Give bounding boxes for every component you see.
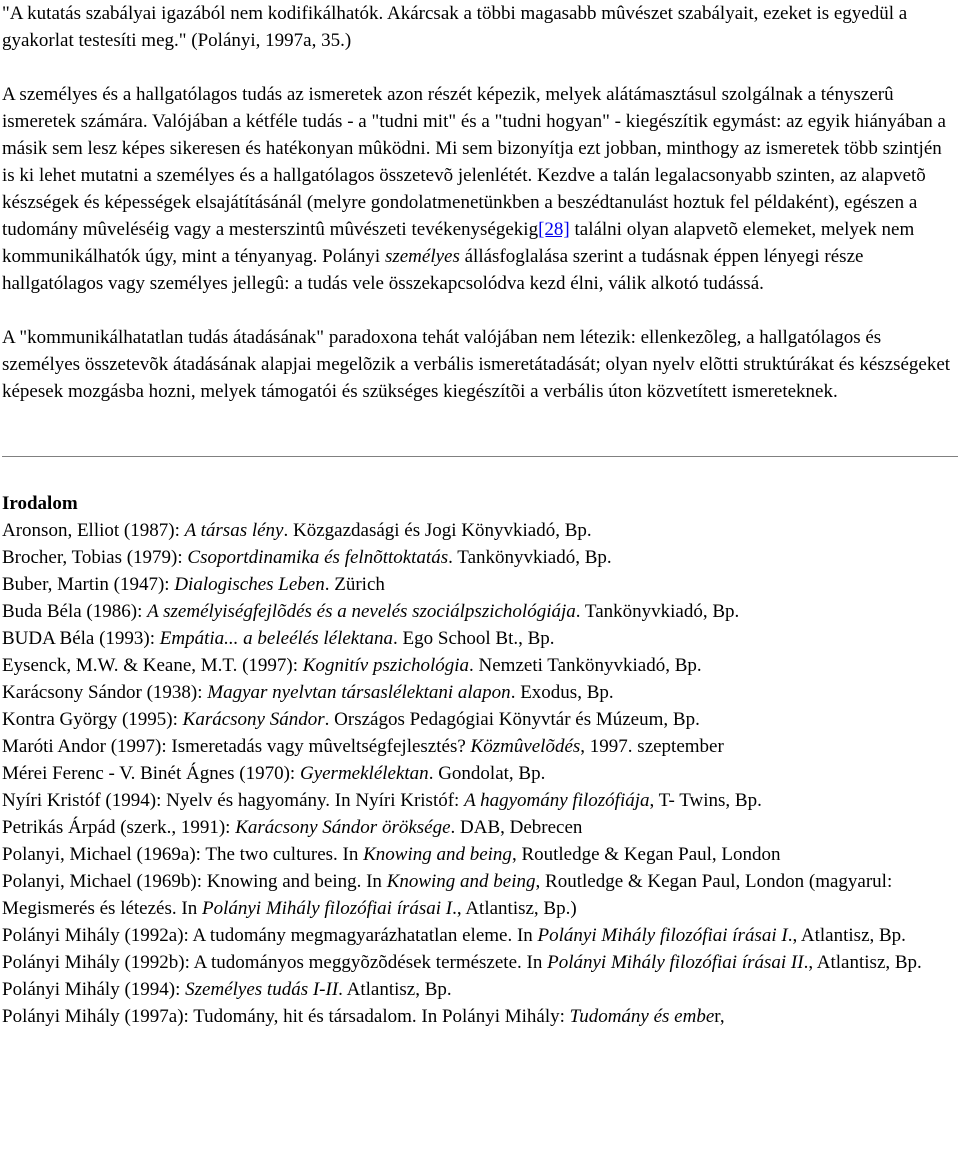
entry-text: . Zürich <box>324 574 385 595</box>
bibliography-entry <box>2 679 958 706</box>
entry-title: Polányi Mihály filozófiai írásai I <box>201 898 453 919</box>
entry-text: Maróti Andor (1997): Ismeretadás vagy mûveltségfejlesztés? <box>2 736 471 757</box>
entry-text: Eysenck, M.W. & Keane, M.T. (1997): <box>2 655 303 676</box>
entry-text: , Routledge & Kegan Paul, London (magyarul: Megismerés és létezés. In <box>2 871 893 919</box>
entry-text: Polányi Mihály (1994): <box>2 979 186 1000</box>
body-paragraph <box>2 81 958 297</box>
entry-text: . Exodus, Bp. <box>510 682 614 703</box>
entry-text: . Országos Pedagógiai Könyvtár és Múzeum, Bp. <box>324 709 700 730</box>
entry-title: Kognitív pszichológia <box>302 655 470 676</box>
entry-text: ., Atlantisz, Bp. <box>787 925 906 946</box>
entry-text: . Atlantisz, Bp. <box>338 979 452 1000</box>
entry-text: Brocher, Tobias (1979): <box>2 547 188 568</box>
bibliography-entry <box>2 706 958 733</box>
bibliography-entry <box>2 868 958 922</box>
entry-text: Petrikás Árpád (szerk., 1991): <box>2 817 236 838</box>
bibliography-entry <box>2 787 958 814</box>
bibliography-entry <box>2 1003 958 1030</box>
footnote-link[interactable]: [28] <box>538 219 570 240</box>
bibliography-entry <box>2 571 958 598</box>
bibliography-entry <box>2 517 958 544</box>
bibliography-entry <box>2 625 958 652</box>
bibliography-heading: Irodalom <box>2 493 78 514</box>
entry-title: Magyar nyelvtan társaslélektani alapon <box>207 682 511 703</box>
entry-text: Buda Béla (1986): <box>2 601 148 622</box>
entry-title: Empátia... a beleélés lélektana <box>159 628 394 649</box>
entry-text: , Routledge & Kegan Paul, London <box>511 844 781 865</box>
entry-text: Aronson, Elliot (1987): <box>2 520 185 541</box>
quote-paragraph: "A kutatás szabályai igazából nem kodifikálhatók. Akárcsak a többi magasabb mûvészet szabályait, ezeket is egyedül a gyakorlat testesíti meg." (Polányi, 1997a, 35.) <box>2 3 908 51</box>
entry-text: ., Atlantisz, Bp.) <box>452 898 577 919</box>
italic-term: személyes <box>384 246 460 267</box>
entry-text: Polanyi, Michael (1969b): Knowing and being. In <box>2 871 387 892</box>
paragraph-text: A személyes és a hallgatólagos tudás az ismeretek azon részét képezik, melyek alátámasztásul szolgálnak a tényszerû ismeretek számára. Valójában a kétféle tudás - a "tudni mit" és a "tudni hogyan" - kiegészítik egymást: az egyik hiányában a másik sem lesz képes sikeresen és hatékonyan mûködni. Mi sem bizonyítja ezt jobban, minthogy az ismeretek több szintjén is ki lehet mutatni a személyes és a hallgatólagos összetevõ jelenlétét. Kezdve a talán legalacsonyabb szinten, az alapvetõ készségek és képességek elsajátításánál (melyre gondolatmenetünkben a beszédtanulást hoztuk fel példaként), egészen a tudomány mûveléséig vagy a mesterszintû mûvészeti tevékenységekig <box>2 84 946 240</box>
entry-title: Személyes tudás I-II <box>185 979 339 1000</box>
entry-text: , 1997. szeptember <box>580 736 724 757</box>
bibliography-entry <box>2 922 958 949</box>
entry-text: Mérei Ferenc - V. Binét Ágnes (1970): <box>2 763 300 784</box>
bibliography-entry <box>2 598 958 625</box>
entry-text: Nyíri Kristóf (1994): Nyelv és hagyomány. In Nyíri Kristóf: <box>2 790 465 811</box>
entry-text: . Közgazdasági és Jogi Könyvkiadó, Bp. <box>283 520 592 541</box>
bibliography-entry <box>2 760 958 787</box>
entry-text: ., Atlantisz, Bp. <box>803 952 922 973</box>
bibliography-entry <box>2 841 958 868</box>
entry-title: A hagyomány filozófiája <box>464 790 650 811</box>
entry-text: . Tankönyvkiadó, Bp. <box>575 601 740 622</box>
paragraph-text: találni olyan alapvetõ elemeket, melyek nem kommunikálhatók úgy, mint a tényanyag. Polányi <box>2 219 915 267</box>
entry-title: A társas lény <box>184 520 284 541</box>
bibliography-entry <box>2 733 958 760</box>
horizontal-divider <box>2 456 958 457</box>
bibliography-entry <box>2 976 958 1003</box>
entry-text: Karácsony Sándor (1938): <box>2 682 208 703</box>
entry-text: , T- Twins, Bp. <box>649 790 762 811</box>
entry-text: . DAB, Debrecen <box>450 817 583 838</box>
entry-title: Gyermeklélektan <box>299 763 429 784</box>
entry-text: r, <box>714 1006 725 1027</box>
bibliography-entry <box>2 544 958 571</box>
entry-title: Dialogisches Leben <box>174 574 325 595</box>
entry-text: BUDA Béla (1993): <box>2 628 160 649</box>
entry-title: Karácsony Sándor <box>182 709 325 730</box>
entry-text: Buber, Martin (1947): <box>2 574 175 595</box>
bibliography-entry <box>2 652 958 679</box>
entry-title: Polányi Mihály filozófiai írásai II <box>547 952 804 973</box>
entry-text: Kontra György (1995): <box>2 709 183 730</box>
entry-text: Polányi Mihály (1997a): Tudomány, hit és társadalom. In Polányi Mihály: <box>2 1006 570 1027</box>
entry-text: . Gondolat, Bp. <box>428 763 546 784</box>
entry-title: Karácsony Sándor öröksége <box>235 817 451 838</box>
entry-title: Tudomány és embe <box>569 1006 715 1027</box>
bibliography-list <box>2 517 958 1030</box>
entry-title: A személyiségfejlõdés és a nevelés szociálpszichológiája <box>147 601 576 622</box>
body-paragraph: A "kommunikálhatatlan tudás átadásának" paradoxona tehát valójában nem létezik: ellenkezõleg, a hallgatólagos és személyes összetevõk átadásának alapjai megelõzik a verbális ismeretátadását; olyan nyelv elõtti struktúrákat és készségeket képesek mozgásba hozni, melyek támogatói és szükséges kiegészítõi a verbális úton közvetített ismereteknek. <box>2 327 951 402</box>
entry-title: Knowing and being <box>386 871 536 892</box>
entry-text: . Tankönyvkiadó, Bp. <box>448 547 612 568</box>
entry-title: Polányi Mihály filozófiai írásai I <box>537 925 788 946</box>
entry-title: Közmûvelõdés <box>470 736 581 757</box>
entry-title: Knowing and being <box>363 844 512 865</box>
bibliography-entry <box>2 949 958 976</box>
entry-text: . Nemzeti Tankönyvkiadó, Bp. <box>469 655 702 676</box>
paragraph-text: állásfoglalása szerint a tudásnak éppen lényegi része hallgatólagos vagy személyes jellegû: a tudás vele összekapcsolódva kezd élni, válik alkotó tudássá. <box>2 246 864 294</box>
entry-text: Polányi Mihály (1992a): A tudomány megmagyarázhatatlan eleme. In <box>2 925 538 946</box>
entry-title: Csoportdinamika és felnõttoktatás <box>187 547 449 568</box>
bibliography-entry <box>2 814 958 841</box>
entry-text: Polányi Mihály (1992b): A tudományos meggyõzõdések természete. In <box>2 952 548 973</box>
entry-text: Polanyi, Michael (1969a): The two cultures. In <box>2 844 364 865</box>
entry-text: . Ego School Bt., Bp. <box>393 628 555 649</box>
